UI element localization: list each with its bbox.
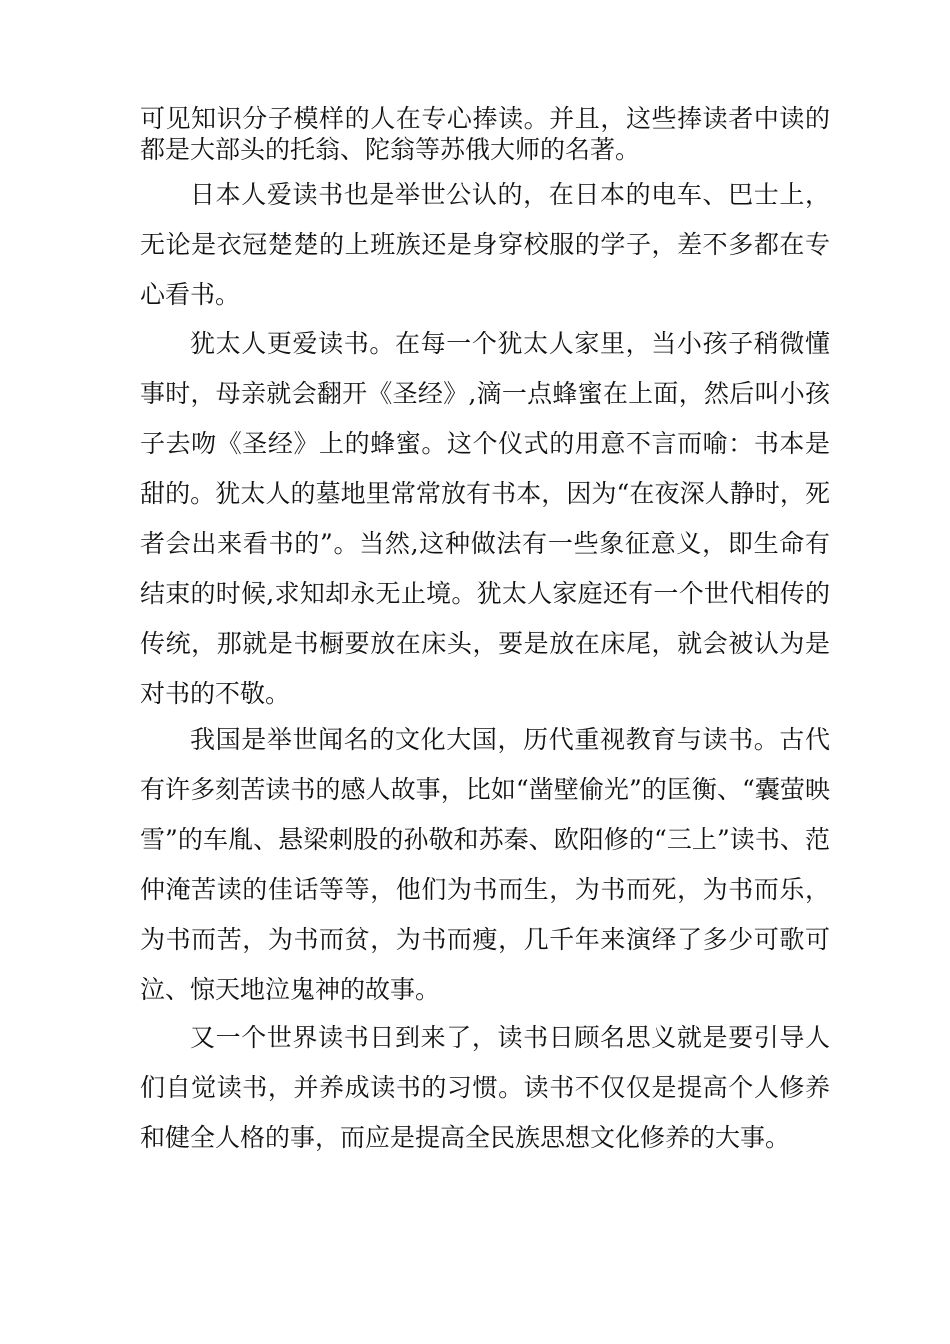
paragraph-5: 又一个世界读书日到来了，读书日顾名思义就是要引导人们自觉读书，并养成读书的习惯。读书不仅仅是提高个人修养和健全人格的事，而应是提高全民族思想文化修养的大事。 [140, 1023, 830, 1152]
paragraph-2: 日本人爱读书也是举世公认的，在日本的电车、巴士上，无论是衣冠楚楚的上班族还是身穿校服的学子，差不多都在专心看书。 [140, 180, 830, 309]
paragraph-1: 可见知识分子模样的人在专心捧读。并且，这些捧读者中读的都是大部头的托翁、陀翁等苏俄大师的名著。 [140, 104, 830, 164]
paragraph-4: 我国是举世闻名的文化大国，历代重视教育与读书。古代有许多刻苦读书的感人故事，比如“凿壁偷光”的匡衡、“囊萤映雪”的车胤、悬梁刺股的孙敬和苏秦、欧阳修的“三上”读书、范仲淹苦读的佳话等等，他们为书而生，为书而死，为书而乐，为书而苦，为书而贫，为书而瘦，几千年来演绎了多少可歌可泣、惊天地泣鬼神的故事。 [140, 725, 830, 1004]
paragraph-3: 犹太人更爱读书。在每一个犹太人家里，当小孩子稍微懂事时，母亲就会翻开《圣经》,滴一点蜂蜜在上面，然后叫小孩子去吻《圣经》上的蜂蜜。这个仪式的用意不言而喻：书本是甜的。犹太人的墓地里常常放有书本，因为“在夜深人静时，死者会出来看书的”。当然,这种做法有一些象征意义，即生命有结束的时候,求知却永无止境。犹太人家庭还有一个世代相传的传统，那就是书橱要放在床头，要是放在床尾，就会被认为是对书的不敬。 [140, 329, 830, 708]
